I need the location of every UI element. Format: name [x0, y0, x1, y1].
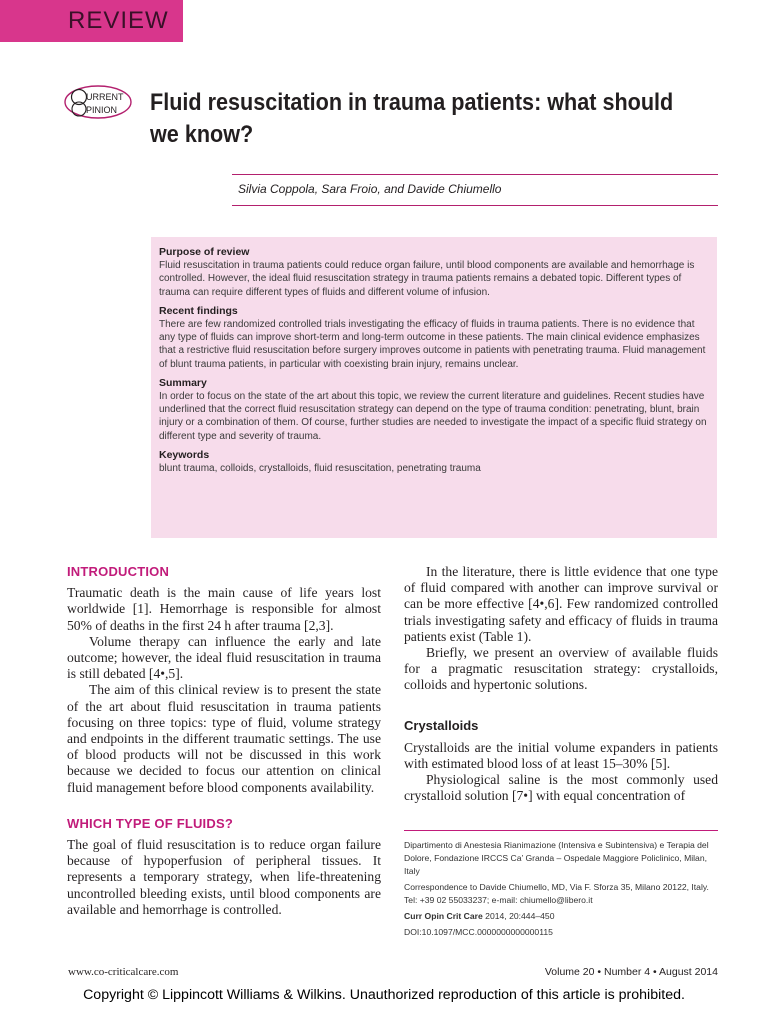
current-opinion-logo — [64, 85, 132, 119]
summary-heading: Summary — [159, 376, 207, 389]
findings-heading: Recent findings — [159, 304, 238, 317]
affiliation-doi: DOI:10.1097/MCC.0000000000000115 — [404, 927, 553, 937]
affiliation-correspondence: Correspondence to Davide Chiumello, MD, Via F. Sforza 35, Milano 20122, Italy. Tel: +39 02 55033237; e-mail: chiumello@libero.it — [404, 882, 709, 905]
section-tab: REVIEW — [0, 0, 183, 42]
literature-paragraph-2: Briefly, we present an overview of available fluids for a pragmatic resuscitation strategy: crystalloids, colloids and hypertonic solutions. — [404, 645, 718, 693]
literature-paragraph-1: In the literature, there is little evidence that one type of fluid compared with another can improve survival or can be more effective [4•,6]. Few randomized controlled trials investigating safety and efficacy of fluids in trauma patients exist (Table 1). — [404, 564, 718, 644]
crystalloids-paragraph-1: Crystalloids are the initial volume expanders in patients with estimated blood loss of at least 15–30% [5]. — [404, 739, 718, 772]
keywords-text: blunt trauma, colloids, crystalloids, fluid resuscitation, penetrating trauma — [159, 463, 481, 475]
intro-heading: INTRODUCTION — [67, 564, 170, 579]
findings-text: There are few randomized controlled trials investigating the efficacy of fluids in trauma patients. There is no evidence that any type of fluids can improve short-term and long-term outcome in these patients. The main clinical evidence emphasizes that a restrictive fluid resuscitation before surgery improves outcome in patients with penetrating trauma. Fluid management of blunt trauma patients, in particular with coexisting brain injury, remains unclear. — [159, 319, 706, 370]
intro-paragraph-3: The aim of this clinical review is to present the state of the art about fluid resuscitation in trauma patients focusing on three topics: type of fluid, volume strategy and endpoints in the different traumatic settings. The use of blood products will not be discussed in this work because we decided to focus our attention on clinical fluid management before blood components availability. — [67, 682, 381, 795]
summary-text: In order to focus on the state of the art about this topic, we review the current literature and guidelines. Recent studies have underlined that the correct fluid resuscitation strategy can depend on the type of trauma condition: penetrating, blunt, brain injury or a combination of them. Of course, further studies are needed to investigate the impact of a specific fluid strategy on different type and severity of trauma. — [159, 391, 707, 442]
affiliation-dept: Dipartimento di Anestesia Rianimazione (Intensiva e Subintensiva) e Terapia del Dolore, Fondazione IRCCS Ca’ Granda – Ospedale Maggiore Policlinico, Milan, Italy — [404, 840, 709, 876]
issue-info: Volume 20 • Number 4 • August 2014 — [544, 966, 718, 978]
affiliation-rule — [404, 830, 718, 831]
fluids-heading: WHICH TYPE OF FLUIDS? — [67, 815, 233, 831]
affiliation-block — [404, 839, 720, 942]
logo-text-bottom: PINION — [86, 105, 118, 115]
intro-paragraph-2: Volume therapy can influence the early and late outcome; however, the ideal fluid resuscitation in trauma is still debated [4•,5]. — [67, 633, 381, 682]
fluids-paragraph-1: The goal of fluid resuscitation is to reduce organ failure because of hypoperfusion of peripheral tissues. It represents a temporary strategy, when life-threatening uncontrolled bleeding exists, until blood components are available and hemorrhage is controlled. — [67, 837, 381, 917]
author-rule-top — [232, 174, 718, 175]
journal-abbr: Curr Opin Crit Care — [404, 911, 483, 921]
crystalloids-heading: Crystalloids — [404, 717, 479, 733]
citation-detail: 2014, 20:444–450 — [482, 911, 555, 921]
title-line-2: we know? — [150, 121, 254, 148]
abstract-box — [151, 237, 717, 538]
authors: Silvia Coppola, Sara Froio, and Davide Chiumello — [238, 182, 502, 196]
journal-website: www.co-criticalcare.com — [68, 966, 179, 978]
keywords-heading: Keywords — [159, 448, 210, 461]
intro-paragraph-1: Traumatic death is the main cause of life years lost worldwide [1]. Hemorrhage is responsible for almost 50% of deaths in the first 24 h after trauma [2,3]. — [67, 585, 381, 633]
purpose-heading: Purpose of review — [159, 246, 250, 258]
purpose-text: Fluid resuscitation in trauma patients could reduce organ failure, until blood components are available and hemorrhage is controlled. However, the ideal fluid resuscitation strategy in trauma patients remains a debated topic. Different types of trauma can require different types of fluids and different volume of infusion. — [159, 260, 695, 298]
copyright-notice: Copyright © Lippincott Williams & Wilkins. Unauthorized reproduction of this article is prohibited. — [83, 987, 685, 1003]
crystalloids-paragraph-2: Physiological saline is the most commonly used crystalloid solution [7•] with equal concentration of — [404, 772, 718, 804]
right-column — [404, 564, 718, 805]
logo-text-top: URRENT — [86, 92, 124, 102]
affiliation-citation — [404, 910, 720, 923]
article-title — [150, 87, 674, 151]
author-rule-bottom — [232, 205, 718, 206]
left-column — [67, 564, 381, 918]
title-line-1: Fluid resuscitation in trauma patients: what should — [150, 89, 674, 116]
